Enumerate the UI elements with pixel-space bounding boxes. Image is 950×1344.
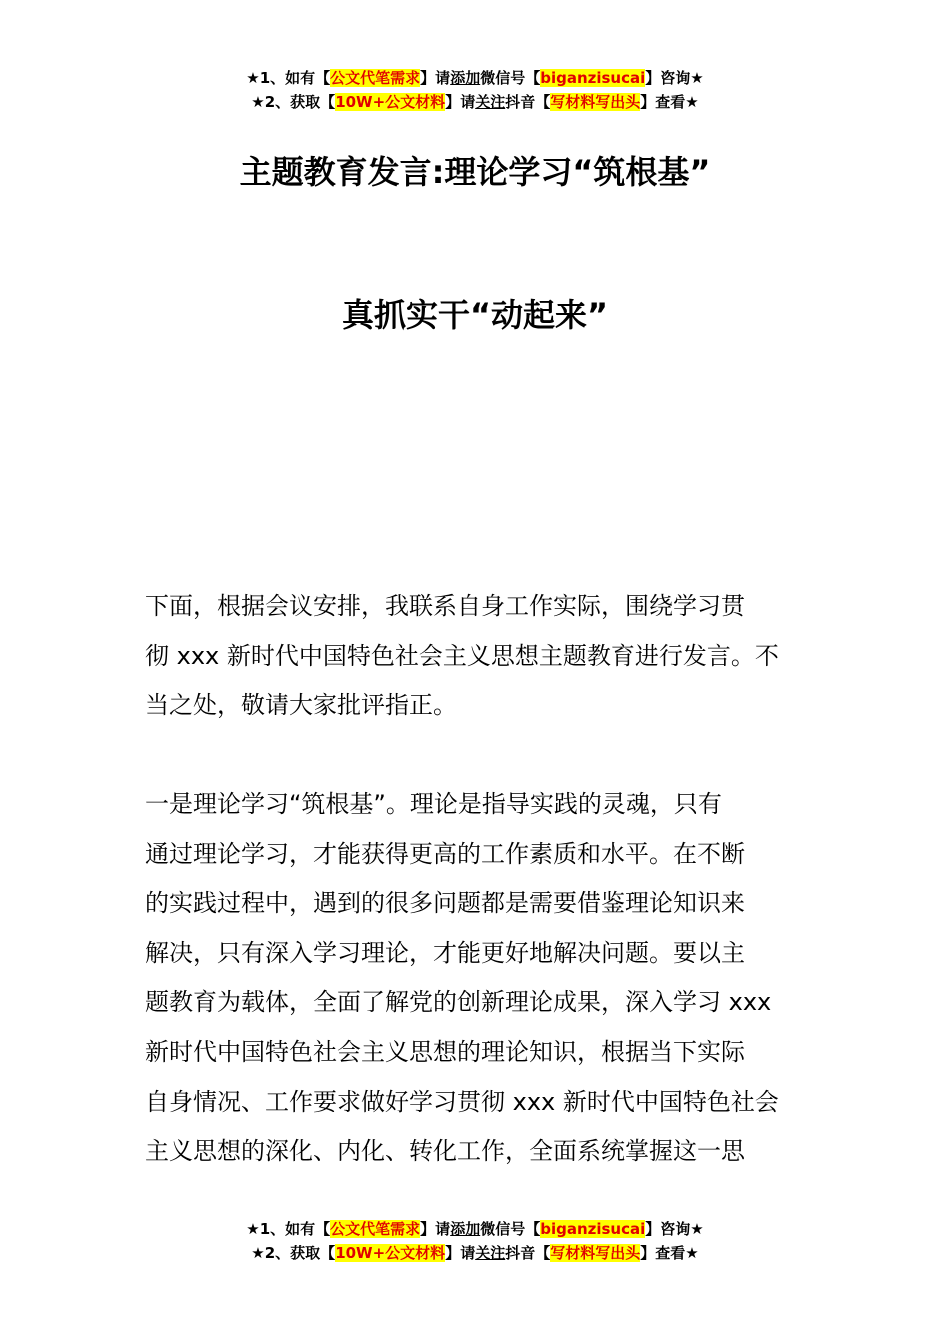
banner-text: ★2、获取【 <box>251 1244 336 1262</box>
banner-text: 抖音【 <box>505 93 551 111</box>
highlight-service: 公文代笔需求 <box>330 1220 421 1238</box>
banner-text: 】查看★ <box>640 93 699 111</box>
banner-text: 】请 <box>420 1220 451 1238</box>
document-title-line-2: 真抓实干“动起来” <box>341 296 609 334</box>
banner-line-1 <box>0 1217 950 1241</box>
highlight-douyin-id: 写材料写出头 <box>550 93 641 111</box>
paragraph-line: 题教育为载体，全面了解党的创新理论成果，深入学习 xxx <box>145 988 772 1017</box>
banner-text: 】咨询★ <box>645 69 704 87</box>
paragraph-intro <box>145 582 807 731</box>
banner-text: 】咨询★ <box>645 1220 704 1238</box>
paragraph-line: 的实践过程中，遇到的很多问题都是需要借鉴理论知识来 <box>145 889 745 918</box>
banner-text: ★2、获取【 <box>251 93 336 111</box>
banner-text: 微信号【 <box>480 1220 541 1238</box>
banner-line-2 <box>0 90 950 114</box>
paragraph-line: 当之处，敬请大家批评指正。 <box>145 691 457 720</box>
highlight-service: 公文代笔需求 <box>330 69 421 87</box>
banner-line-2 <box>0 1241 950 1265</box>
underline-follow: 关注 <box>475 1244 506 1262</box>
paragraph-line: 下面，根据会议安排，我联系自身工作实际，围绕学习贯 <box>145 592 745 620</box>
paragraph-line: 主义思想的深化、内化、转化工作，全面系统掌握这一思 <box>145 1137 745 1166</box>
highlight-wechat-id: biganzisucai <box>540 69 646 87</box>
document-title-line-1: 主题教育发言:理论学习“筑根基” <box>239 153 711 191</box>
banner-text: ★1、如有【 <box>246 1220 331 1238</box>
paragraph-line: 解决，只有深入学习理论，才能更好地解决问题。要以主 <box>145 938 745 967</box>
banner-text: 】请 <box>445 1244 476 1262</box>
banner-text: 】请 <box>445 93 476 111</box>
banner-text: 】请 <box>420 69 451 87</box>
paragraph-line: 彻 xxx 新时代中国特色社会主义思想主题教育进行发言。不 <box>145 641 779 670</box>
banner-text: 抖音【 <box>505 1244 551 1262</box>
highlight-materials: 10W+公文材料 <box>335 1244 446 1262</box>
bottom-banner <box>0 1217 950 1265</box>
underline-follow: 关注 <box>475 93 506 111</box>
highlight-douyin-id: 写材料写出头 <box>550 1244 641 1262</box>
banner-text: 】查看★ <box>640 1244 699 1262</box>
underline-add: 添加 <box>450 69 481 87</box>
highlight-wechat-id: biganzisucai <box>540 1220 646 1238</box>
banner-line-1 <box>0 66 950 90</box>
paragraph-line: 自身情况、工作要求做好学习贯彻 xxx 新时代中国特色社会 <box>145 1087 779 1116</box>
paragraph-theory <box>145 780 807 1177</box>
banner-text: ★1、如有【 <box>246 69 331 87</box>
banner-text: 微信号【 <box>480 69 541 87</box>
highlight-materials: 10W+公文材料 <box>335 93 446 111</box>
paragraph-line: 一是理论学习“筑根基”。理论是指导实践的灵魂，只有 <box>145 790 722 818</box>
paragraph-line: 通过理论学习，才能获得更高的工作素质和水平。在不断 <box>145 839 745 868</box>
paragraph-line: 新时代中国特色社会主义思想的理论知识，根据当下实际 <box>145 1037 745 1066</box>
top-banner <box>0 66 950 114</box>
underline-add: 添加 <box>450 1220 481 1238</box>
